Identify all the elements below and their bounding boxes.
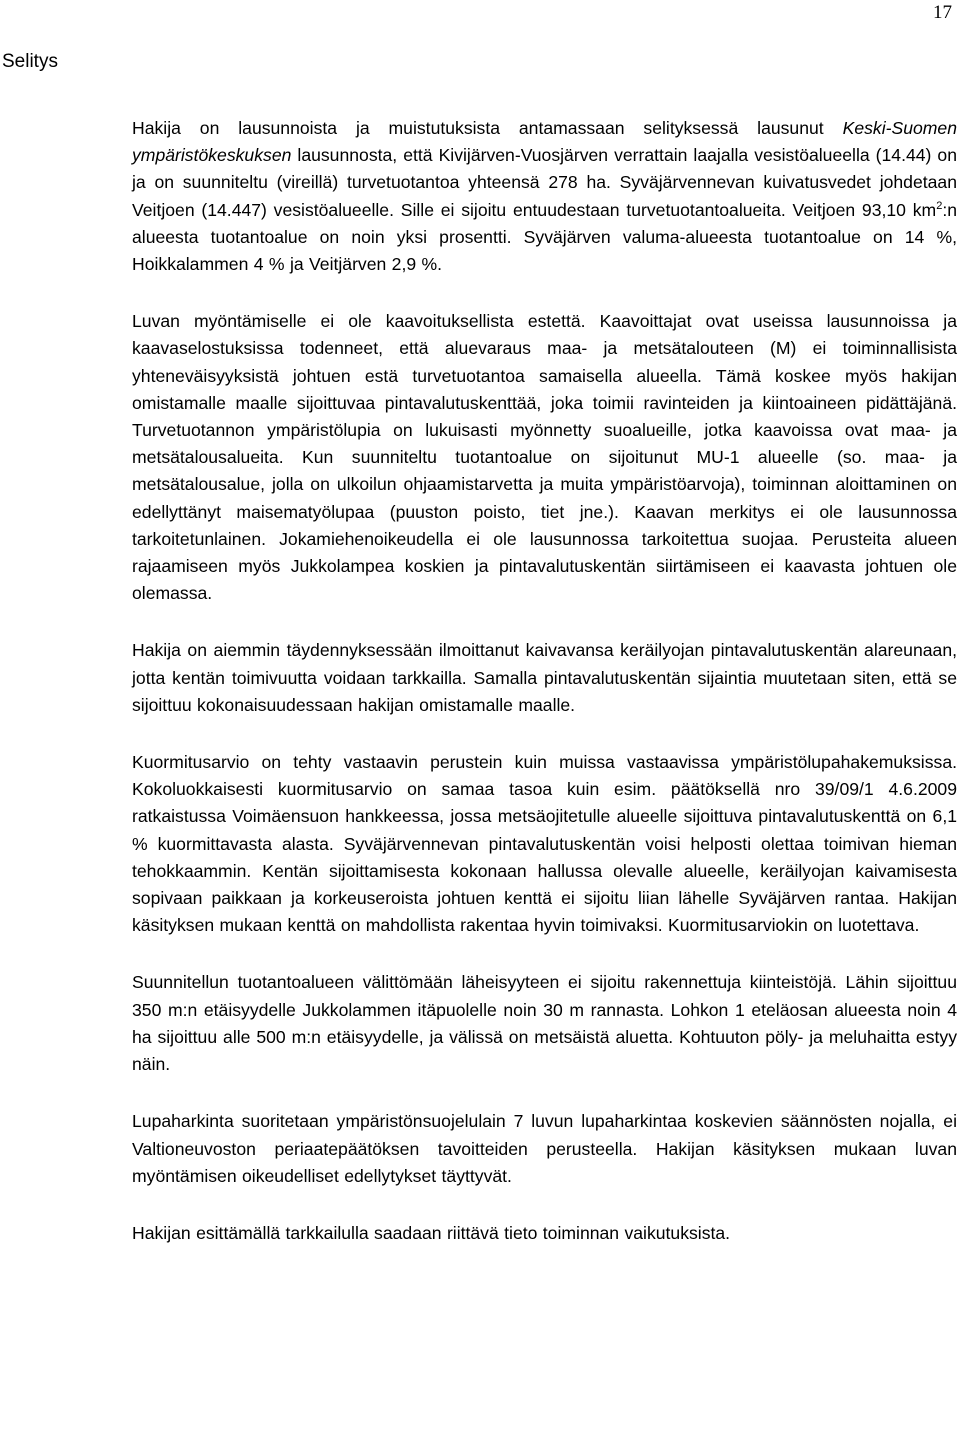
paragraph-3: Hakija on aiemmin täydennyksessään ilmoittanut kaivavansa keräilyojan pintavalutuskentän alareunaan, jotta kentän toimivuutta voidaan tarkkailla. Samalla pintavalutuskentän sijaintia muutetaan siten, että se sijoittuu kokonaisuudessaan hakijan omistamalle maalle. — [132, 640, 957, 715]
paragraph-1 — [132, 115, 957, 278]
paragraph-7: Hakijan esittämällä tarkkailulla saadaan riittävä tieto toiminnan vaikutuksista. — [132, 1222, 731, 1243]
paragraph-1-text: Hakija on lausunnoista ja muistutuksista antamassaan selityksessä lausunut — [132, 118, 843, 138]
superscript-2: 2 — [936, 199, 943, 212]
section-heading: Selitys — [2, 51, 58, 72]
paragraph-4: Kuormitusarvio on tehty vastaavin perustein kuin muissa vastaavissa ympäristölupahakemuksissa. Kokoluokkaisesti kuormitusarvio on samaa tasoa kuin esim. päätöksellä nro 39/09/1 4.6.2009 ratkaistussa Voimäensuon hankkeessa, jossa metsäojitetulle alueelle sijoittuva pintavalutuskenttä on 6,1 % kuormittavasta alasta. Syväjärvennevan pintavalutuskentän voisi helposti olettaa toimivan hieman tehokkaammin. Kentän sijoittamisesta kokonaan hallussa olevalle alueelle, keräilyojan kaivamisesta sopivaan paikkaan ja korkeuseroista johtuen kenttä ei sijoitu liian lähelle Syväjärven rantaa. Hakijan käsityksen mukaan kenttä on mahdollista rakentaa hyvin toimivaksi. Kuormitusarviokin on luotettava. — [132, 752, 957, 936]
paragraph-1-text-cont: lausunnosta, että Kivijärven-Vuosjärven verrattain laajalla vesistöalueella (14.44) on ja on suunniteltu (vireillä) turvetuotantoa yhteensä 278 ha. Syväjärvennevan kuivatusvedet johdetaan Veitjoen (14.447) vesistöalueelle. Sille ei sijoitu entuudestaan turvetuotantoalueita. Veitjoen 93,10 km — [132, 145, 957, 220]
document-body — [132, 115, 957, 1277]
paragraph-1-text-end: :n alueesta tuotantoalue on noin yksi prosentti. Syväjärven valuma-alueesta tuotantoalue on 14 %, Hoikkalammen 4 % ja Veitjärven 2,9 %. — [132, 199, 957, 275]
page-number: 17 — [933, 2, 952, 23]
paragraph-5: Suunnitellun tuotantoalueen välittömään läheisyyteen ei sijoitu rakennettuja kiinteistöjä. Lähin sijoittuu 350 m:n etäisyydelle Jukkolammen itäpuolelle noin 30 m rannasta. Lohkon 1 eteläosan alueesta noin 4 ha sijoittuu alle 500 m:n etäisyydelle, ja välissä on metsäistä aluetta. Kohtuuton pöly- ja meluhaitta estyy näin. — [132, 972, 957, 1075]
paragraph-1-italic: Keski-Suomen ympäristökeskuksen — [132, 118, 957, 166]
paragraph-2: Luvan myöntämiselle ei ole kaavoituksellista estettä. Kaavoittajat ovat useissa lausunnoissa ja kaavaselostuksissa todenneet, että aluevaraus maa- ja metsätalouteen (M) ei toiminnallisista yhteneväisyyksistä johtuen estä turvetuotantoa samaisella alueella. Tämä koskee myös hakijan omistamalle maalle sijoittuvaa pintavalutuskenttää, joka toimii ravinteiden ja kiintoaineen pidättäjänä. Turvetuotannon ympäristölupia on lukuisasti myönnetty suoalueille, jotka kaavoissa ovat maa- ja metsätalousalueita. Kun suunniteltu tuotantoalue on sijoitunut MU-1 alueelle (so. maa- ja metsätalousalue, jolla on ulkoilun ohjaamistarvetta ja muita ympäristöarvoja), toiminnan aloittaminen on edellyttänyt maisematyölupaa (puuston poisto, tiet jne.). Kaavan merkitys ei ole lausunnossa tarkoitetunlainen. Jokamiehenoikeudella ei ole lausunnossa tarkoitettua suojaa. Perusteita alueen rajaamiseen myös Jukkolampea koskien ja pintavalutuskentän siirtämiseen ei kaavasta johtuen ole olemassa. — [132, 311, 957, 604]
paragraph-6: Lupaharkinta suoritetaan ympäristönsuojelulain 7 luvun lupaharkintaa koskevien säännösten nojalla, ei Valtioneuvoston periaatepäätöksen tavoitteiden perusteella. Hakijan käsityksen mukaan luvan myöntämisen oikeudelliset edellytykset täyttyvät. — [132, 1111, 957, 1186]
